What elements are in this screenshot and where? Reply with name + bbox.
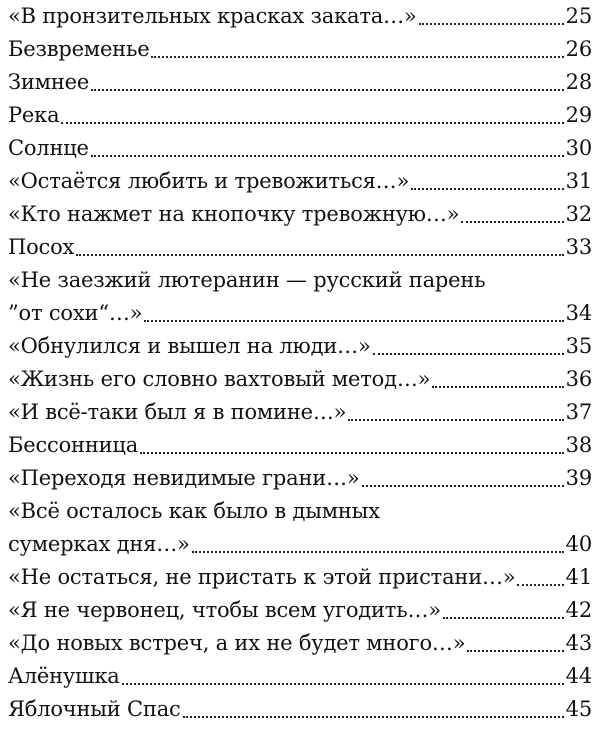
- toc-entry-title: Посох: [8, 235, 75, 259]
- toc-entry-title: «До новых встреч, а их не будет много…»: [8, 631, 466, 655]
- toc-entry-title: Алёнушка: [8, 664, 120, 688]
- dot-leader: [140, 429, 564, 462]
- dot-leader: [151, 33, 563, 66]
- toc-entry-title: «В пронзительных красках заката…»: [8, 4, 417, 28]
- dot-leader: [144, 297, 563, 330]
- toc-entry-title: «Жизнь его словно вахтовый метод…»: [8, 367, 431, 391]
- dot-leader: [122, 660, 564, 693]
- toc-entry-page: 44: [565, 664, 592, 688]
- toc-entry-first-line: [8, 495, 592, 528]
- toc-entry-page: 33: [565, 235, 592, 259]
- dot-leader: [432, 363, 563, 396]
- toc-entry-title: «Я не червонец, чтобы всем угодить…»: [8, 598, 441, 622]
- toc-entry-page: 37: [565, 400, 592, 424]
- dot-leader: [91, 66, 564, 99]
- toc-entry-title: сумерках дня…»: [8, 532, 190, 556]
- toc-entry-title: Яблочный Спас: [8, 697, 181, 721]
- toc-entry-title: Безвременье: [8, 37, 150, 61]
- toc-entry-title: ”от сохи“…»: [8, 301, 143, 325]
- toc-entry: [8, 561, 592, 594]
- toc-entry-title-line1: «Всё осталось как было в дымных: [8, 499, 380, 523]
- toc-entry-page: 42: [565, 598, 592, 622]
- dot-leader: [461, 198, 563, 231]
- toc-entry-page: 45: [565, 697, 592, 721]
- dot-leader: [373, 330, 564, 363]
- toc-entry-first-line: [8, 264, 592, 297]
- toc-entry: [8, 660, 592, 693]
- toc-entry: [8, 66, 592, 99]
- toc-entry: [8, 528, 592, 561]
- toc-entry-title: «Обнулился и вышел на люди…»: [8, 334, 371, 358]
- toc-entry-page: 32: [565, 202, 592, 226]
- dot-leader: [76, 231, 563, 264]
- toc-entry-title: «И всё-таки был я в помине…»: [8, 400, 347, 424]
- toc-entry-title: «Кто нажмет на кнопочку тревожную…»: [8, 202, 460, 226]
- dot-leader: [517, 561, 563, 594]
- toc-entry-title: Солнце: [8, 136, 89, 160]
- toc-entry-title: Зимнее: [8, 70, 90, 94]
- dot-leader: [192, 528, 564, 561]
- toc-entry: [8, 132, 592, 165]
- toc-entry-page: 39: [565, 466, 592, 490]
- toc-entry-page: 36: [565, 367, 592, 391]
- toc-entry-page: 41: [565, 565, 592, 589]
- toc-entry: [8, 0, 592, 33]
- toc-entry-page: 30: [565, 136, 592, 160]
- toc-entry: [8, 396, 592, 429]
- toc-entry-title: «Переходя невидимые грани…»: [8, 466, 360, 490]
- toc-entry-page: 43: [565, 631, 592, 655]
- dot-leader: [411, 165, 564, 198]
- toc-entry: [8, 462, 592, 495]
- toc-entry-page: 40: [565, 532, 592, 556]
- toc-entry: [8, 231, 592, 264]
- toc-entry-title: «Не остаться, не пристать к этой пристани…»: [8, 565, 516, 589]
- dot-leader: [419, 0, 564, 33]
- toc-entry-page: 26: [565, 37, 592, 61]
- toc-entry-title: Река: [8, 103, 60, 127]
- dot-leader: [348, 396, 563, 429]
- toc-entry: [8, 33, 592, 66]
- toc-entry: [8, 594, 592, 627]
- dot-leader: [443, 594, 564, 627]
- dot-leader: [467, 627, 563, 660]
- toc-entry: [8, 198, 592, 231]
- toc-entry-page: 35: [565, 334, 592, 358]
- dot-leader: [183, 693, 564, 726]
- toc-entry-title: Бессонница: [8, 433, 139, 457]
- toc-entry: [8, 330, 592, 363]
- toc-entry: [8, 363, 592, 396]
- toc-entry-page: 34: [565, 301, 592, 325]
- toc-entry-page: 29: [565, 103, 592, 127]
- toc-entry-page: 28: [565, 70, 592, 94]
- dot-leader: [362, 462, 564, 495]
- toc-entry-title-line1: «Не заезжий лютеранин — русский парень: [8, 268, 486, 292]
- toc-entry: [8, 693, 592, 726]
- toc-entry: [8, 627, 592, 660]
- toc-entry-page: 31: [565, 169, 592, 193]
- toc-entry-page: 25: [565, 4, 592, 28]
- dot-leader: [61, 99, 563, 132]
- toc-entry: [8, 165, 592, 198]
- dot-leader: [91, 132, 564, 165]
- toc-entry-title: «Остаётся любить и тревожиться…»: [8, 169, 410, 193]
- toc-entry: [8, 429, 592, 462]
- toc-entry: [8, 297, 592, 330]
- toc-entry-page: 38: [565, 433, 592, 457]
- toc-entry: [8, 99, 592, 132]
